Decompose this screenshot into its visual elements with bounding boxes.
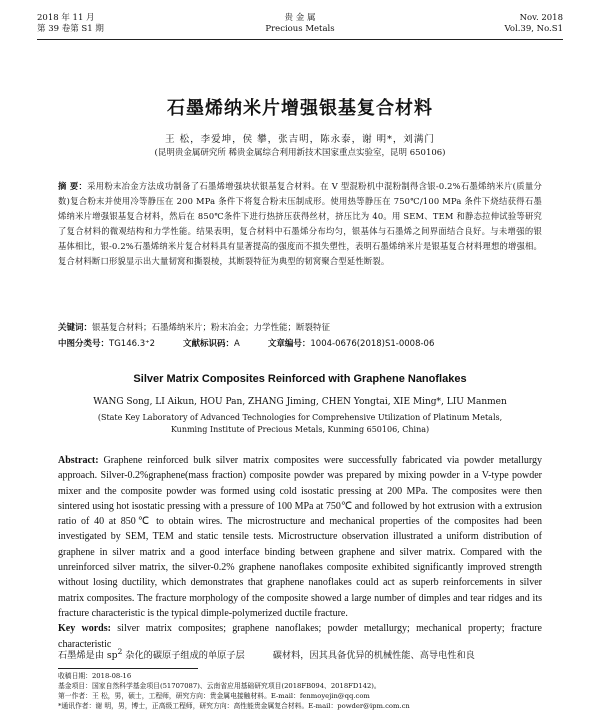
keywords-en-text: silver matrix composites; graphene nanoflakes; powder metallurgy; mechanical property; fracture characteristic xyxy=(58,623,542,650)
intro-text-a: 石墨烯是由 sp xyxy=(58,650,118,662)
header-issue-info-en xyxy=(505,13,563,35)
header-date-cn: 2018 年 11 月 xyxy=(37,13,95,23)
header-journal-cn: 贵 金 属 xyxy=(284,13,316,23)
abstract-en xyxy=(58,453,542,652)
abstract-cn-text: 采用粉末冶金方法成功制备了石墨烯增强块状银基复合材料。在 V 型混粉机中混粉制得含银-0.2%石墨烯纳米片(质量分数)复合粉末并使用冷等静压在 200 MPa 条件下将复合粉末压制成形。使用热等静压在 750℃/100 MPa 条件下烧结获得石墨烯纳米片增强银基复合材料，然后在 850℃条件下进行热挤压获得丝材，挤压比为 40。用 SEM、TEM 和静态拉伸试验等研究了复合材料的微观结构和力学性能。结果表明，复合材料中石墨烯分布均匀，银基体与石墨烯之间界面结合良好。与未增强的银基体相比，银-0.2%石墨烯纳米片复合材料具有显著提高的强度而不损失塑性，表明石墨烯纳米片是银基复合材料理想的增强相。复合材料断口形貌显示出大量韧窝和撕裂棱，其断裂特征为典型的韧窝聚合型延性断裂。 xyxy=(58,181,542,266)
footnote-corresponding: *通讯作者：谢 明，男，博士，正高级工程师，研究方向：高性能贵金属复合材料。E-mail：powder@ipm.com.cn xyxy=(58,702,410,710)
header-volume-en: Vol.39, No.S1 xyxy=(504,24,563,34)
footnote-received: 收稿日期：2018-08-16 xyxy=(58,672,132,680)
doc-code-value: A xyxy=(234,339,240,349)
header-journal xyxy=(37,13,563,35)
footnote-first-author: 第一作者：王 松，男，硕士，工程师，研究方向：贵金属电接触材料。E-mail：fenmoyejin@qq.com xyxy=(58,692,370,700)
doc-code-label: 文献标识码： xyxy=(183,339,235,349)
footnote-fund: 基金项目：国家自然科学基金项目(51707087)、云南省应用基础研究项目(2018FB094、2018FD142)。 xyxy=(58,682,381,690)
affiliation-cn: (昆明贵金属研究所 稀贵金属综合利用新技术国家重点实验室，昆明 650106) xyxy=(154,148,446,158)
header-divider xyxy=(37,39,563,40)
keywords-cn xyxy=(58,321,542,335)
intro-text-c: 碳材料，因其具备优异的机械性能、高导电性和良 xyxy=(272,650,475,662)
keywords-en-label: Key words: xyxy=(58,623,111,635)
title-cn: 石墨烯纳米片增强银基复合材料 xyxy=(167,98,433,119)
intro-paragraph xyxy=(58,645,542,663)
intro-text-b: 杂化的碳原子组成的单原子层 xyxy=(122,650,245,662)
affiliation-en xyxy=(60,412,540,436)
abstract-en-text: Graphene reinforced bulk silver matrix composites were successfully fabricated via powder metallurgy approach. Silver-0.2%graphene(mass fraction) composite powder was prepared by mixing powder in a V-type powder mixer and the composite powder was formed using cold isostatic pressing at 200 MPa. The composites were then sintered using hot isostatic pressing with a pressure of 100 MPa at 750℃ and followed by hot extrusion with a extrusion ratio of 40 at 850℃ to obtain wires. The microstructure and mechanical properties of the composites had been investigated by SEM, TEM and static tensile tests. Microstructure observation illustrated a uniform distribution of graphene in silver matrix and a good interface binding between graphene and silver matrix. Compared with the unreinforced silver matrix, the silver-0.2% graphene nanoflakes composite exhibited significantly improved strength without losing ductility, which demonstrates that graphene nanoflakes could act as superb reinforcements in silver matrix composites. The fracture morphology of the composite showed a large number of dimples and tear ridges and its fracture characteristic is the typical dimple-polymerized ductile fracture. xyxy=(58,455,543,619)
article-number-label: 文章编号： xyxy=(267,339,311,349)
abstract-cn xyxy=(58,179,542,269)
affiliation-en-line1: (State Key Laboratory of Advanced Technologies for Comprehensive Utilization of Platinum Metals, xyxy=(97,413,503,422)
keywords-cn-label: 关键词： xyxy=(58,323,93,333)
affiliation-en-line2: Kunming Institute of Precious Metals, Kunming 650106, China) xyxy=(170,425,430,434)
footnote-divider xyxy=(58,668,198,669)
classification-line xyxy=(58,337,542,351)
class-number-label: 中图分类号： xyxy=(58,339,110,349)
intro-sup: 2 xyxy=(117,647,123,656)
class-number-value: TG146.3⁺2 xyxy=(109,339,156,349)
header-date-en: Nov. 2018 xyxy=(519,13,563,23)
title-en: Silver Matrix Composites Reinforced with Graphene Nanoflakes xyxy=(133,373,467,385)
keywords-cn-text: 银基复合材料；石墨烯纳米片；粉末冶金；力学性能；断裂特征 xyxy=(92,323,331,333)
authors-en: WANG Song, LI Aikun, HOU Pan, ZHANG Jiming, CHEN Yongtai, XIE Ming*, LIU Manmen xyxy=(93,397,507,407)
header-journal-en: Precious Metals xyxy=(265,24,335,34)
authors-cn: 王 松，李爱坤，侯 攀，张吉明，陈永泰，谢 明*，刘满门 xyxy=(165,134,435,145)
abstract-cn-label: 摘 要： xyxy=(58,181,88,191)
footnotes xyxy=(58,671,548,711)
abstract-en-label: Abstract: xyxy=(58,455,99,466)
article-number-value: 1004-0676(2018)S1-0008-06 xyxy=(310,339,435,349)
header-volume-cn: 第 39 卷第 S1 期 xyxy=(37,24,104,34)
